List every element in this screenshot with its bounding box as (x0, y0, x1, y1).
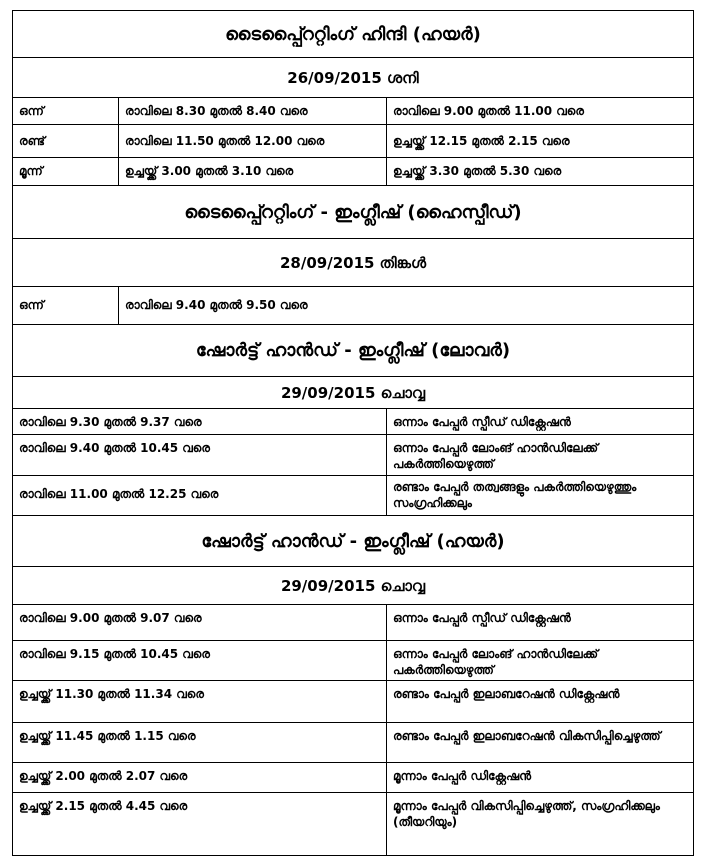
section-title (13, 186, 693, 239)
session-number: ഒന്ന് (19, 104, 44, 118)
exam-time: ഉച്ചയ്ക്ക് 11.45 മുതൽ 1.15 വരെ (19, 729, 196, 743)
session-number: രണ്ട് (19, 134, 45, 148)
paper-description: മൂന്നാം പേപ്പർ വികസിപ്പിച്ചെഴുത്ത്, സംഗ്രഹിക്കലും (തീയറിയും) (386, 793, 693, 855)
exam-time: രാവിലെ 9.30 മുതൽ 9.37 വരെ (19, 415, 202, 429)
table-row (13, 125, 693, 158)
session-number: ഒന്ന് (19, 298, 44, 312)
section-date-text: 29/09/2015 ചൊവ്വ (280, 383, 426, 402)
table-row (13, 723, 693, 763)
paper-description: ഒന്നാം പേപ്പർ ലോംങ് ഹാൻഡിലേക്ക് പകർത്തിയെഴുത്ത് (386, 641, 693, 680)
section-date (13, 567, 693, 605)
table-row (13, 605, 693, 641)
section-date-text: 29/09/2015 ചൊവ്വ (280, 576, 426, 595)
exam-time: ഉച്ചയ്ക്ക് 11.30 മുതൽ 11.34 വരെ (19, 687, 204, 701)
section-title (13, 11, 693, 58)
paper-description: രണ്ടാം പേപ്പർ ഇലാബറേഷൻ വികസിപ്പിച്ചെഴുത്ത് (386, 723, 693, 762)
table-row (13, 435, 693, 476)
paper-description: ഒന്നാം പേപ്പർ ലോംങ് ഹാൻഡിലേക്ക് പകർത്തിയെഴുത്ത് (386, 435, 693, 475)
session-number: മൂന്ന് (19, 164, 43, 178)
section-date (13, 239, 693, 287)
exam-time: ഉച്ചയ്ക്ക് 12.15 മുതൽ 2.15 വരെ (386, 125, 693, 157)
table-row (13, 793, 693, 855)
table-row (13, 681, 693, 723)
section-date (13, 58, 693, 98)
section-title-text: ടൈപ്പ്റൈറ്റിംഗ് ഹിന്ദി (ഹയർ) (225, 23, 481, 45)
paper-description: ഒന്നാം പേപ്പർ സ്പീഡ് ഡിക്റ്റേഷൻ (386, 409, 693, 434)
table-row (13, 158, 693, 186)
table-row (13, 476, 693, 516)
exam-time: ഉച്ചയ്ക്ക് 2.15 മുതൽ 4.45 വരെ (19, 799, 188, 813)
section-title-text: ഷോർട്ട് ഹാൻഡ് - ഇംഗ്ലീഷ് (ഹയർ) (201, 530, 505, 552)
section-title (13, 516, 693, 567)
bell-time: രാവിലെ 11.50 മുതൽ 12.00 വരെ (118, 125, 386, 157)
section-title (13, 325, 693, 377)
bell-time: രാവിലെ 8.30 മുതൽ 8.40 വരെ (118, 98, 386, 124)
exam-time: ഉച്ചയ്ക്ക് 2.00 മുതൽ 2.07 വരെ (19, 769, 188, 783)
exam-time: രാവിലെ 9.15 മുതൽ 10.45 വരെ (19, 647, 210, 661)
exam-time: രാവിലെ 11.00 മുതൽ 12.25 വരെ (19, 487, 219, 501)
table-row (13, 98, 693, 125)
paper-description: രണ്ടാം പേപ്പർ തത്വങ്ങളും പകർത്തിയെഴുത്തും സംഗ്രഹിക്കലും (386, 476, 693, 515)
table-row (13, 763, 693, 793)
section-date-text: 26/09/2015 ശനി (287, 68, 419, 87)
paper-description: രണ്ടാം പേപ്പർ ഇലാബറേഷൻ ഡിക്റ്റേഷൻ (386, 681, 693, 722)
exam-time: രാവിലെ 9.00 മുതൽ 11.00 വരെ (386, 98, 693, 124)
exam-time: രാവിലെ 9.00 മുതൽ 9.07 വരെ (19, 611, 202, 625)
paper-description: ഒന്നാം പേപ്പർ സ്പീഡ് ഡിക്റ്റേഷൻ (386, 605, 693, 640)
section-date (13, 377, 693, 409)
exam-schedule-table (12, 10, 694, 856)
table-row (13, 287, 693, 325)
section-title-text: ടൈപ്പ്റൈറ്റിംഗ് - ഇംഗ്ലീഷ് (ഹൈസ്പീഡ്) (184, 201, 522, 223)
exam-time: രാവിലെ 9.40 മുതൽ 10.45 വരെ (19, 441, 210, 455)
exam-time: ഉച്ചയ്ക്ക് 3.30 മുതൽ 5.30 വരെ (386, 158, 693, 185)
table-row (13, 641, 693, 681)
section-date-text: 28/09/2015 തിങ്കൾ (279, 253, 427, 272)
bell-time: രാവിലെ 9.40 മുതൽ 9.50 വരെ (118, 287, 693, 324)
table-row (13, 409, 693, 435)
bell-time: ഉച്ചയ്ക്ക് 3.00 മുതൽ 3.10 വരെ (118, 158, 386, 185)
section-title-text: ഷോർട്ട് ഹാൻഡ് - ഇംഗ്ലീഷ് (ലോവർ) (195, 340, 511, 361)
paper-description: മൂന്നാം പേപ്പർ ഡിക്റ്റേഷൻ (386, 763, 693, 792)
